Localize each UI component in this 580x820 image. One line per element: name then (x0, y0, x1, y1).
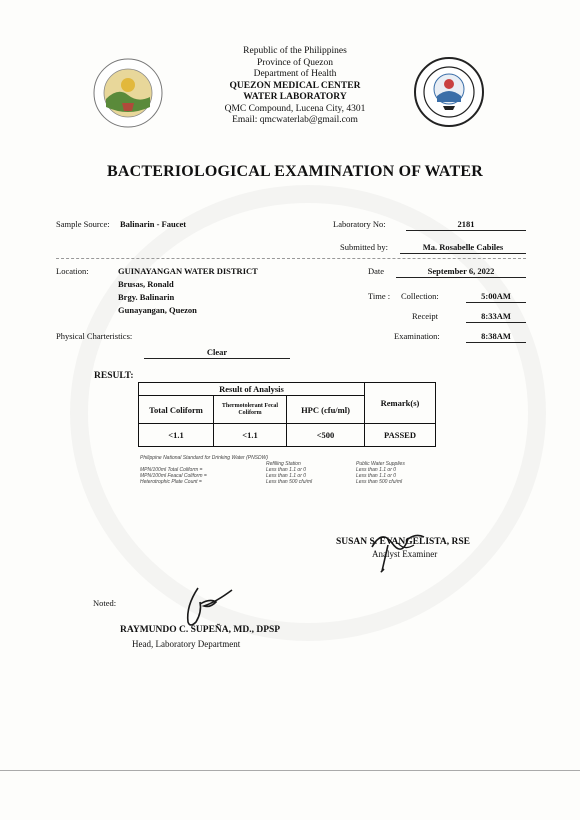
bottom-edge-line (0, 770, 580, 771)
submitted-underline (400, 253, 526, 254)
cell-fecal-coliform: <1.1 (214, 424, 287, 447)
receipt-time: 8:33AM (481, 311, 511, 321)
hospital-seal-icon (92, 57, 164, 129)
note-right-3: Less than 500 cfu/ml (356, 479, 403, 485)
col-fecal-coliform-header: Thermotolerant Fecal Coliform (214, 396, 287, 424)
receipt-label: Receipt (412, 311, 438, 321)
location-line-2: Brusas, Ronald (118, 279, 174, 289)
notes-left (140, 467, 260, 485)
collection-underline (466, 302, 526, 303)
physical-value: Clear (206, 347, 228, 357)
location-label: Location: (56, 266, 89, 276)
examination-underline (466, 342, 526, 343)
note-middle-title: Refilling Station (266, 461, 301, 467)
lab-no-value: 2181 (457, 219, 475, 229)
date-label: Date (368, 266, 385, 276)
collection-time: 5:00AM (481, 291, 511, 301)
head-name: RAYMUNDO C. SUPEÑA, MD., DPSP (120, 625, 281, 635)
note-left-1: MPN/100ml Total Coliform = (140, 467, 203, 473)
cell-hpc: <500 (287, 424, 365, 447)
location-line-4: Gunayangan, Quezon (118, 305, 197, 315)
header-province: Province of Quezon (257, 57, 333, 68)
notes-right (356, 461, 446, 485)
header-org: QUEZON MEDICAL CENTER (229, 80, 361, 91)
time-label: Time : (368, 291, 391, 301)
note-middle-1: Less than 1.1 or 0 (266, 467, 307, 473)
note-left-2: MPN/100ml Feacal Coliform = (140, 473, 207, 479)
note-right-2: Less than 1.1 or 0 (356, 473, 397, 479)
submitted-value: Ma. Rosabelle Cabiles (422, 242, 504, 252)
analyst-name: SUSAN S. EVANGELISTA, RSE (336, 537, 471, 547)
physical-label: Physical Charteristics: (56, 331, 133, 341)
sample-source-label: Sample Source: (56, 219, 110, 229)
note-right-1: Less than 1.1 or 0 (356, 467, 397, 473)
note-right-title: Public Water Supplies (356, 461, 405, 467)
header-email: Email: qmcwaterlab@gmail.com (232, 115, 358, 125)
province-seal-icon (413, 56, 485, 128)
result-group-header: Result of Analysis (139, 383, 365, 396)
lab-no-underline (406, 230, 526, 231)
col-remarks-header: Remark(s) (365, 383, 436, 424)
date-underline (396, 277, 526, 278)
analyst-role: Analyst Examiner (372, 549, 438, 559)
submitted-label: Submitted by: (340, 242, 388, 252)
noted-label: Noted: (93, 598, 117, 608)
collection-label: Collection: (401, 291, 439, 301)
header-department: Department of Health (253, 69, 337, 79)
result-table (138, 382, 436, 447)
cell-remarks: PASSED (365, 424, 436, 447)
note-middle-2: Less than 1.1 or 0 (266, 473, 307, 479)
examination-time: 8:38AM (481, 331, 511, 341)
header-lab: WATER LABORATORY (243, 92, 347, 102)
sample-source-value: Balinarin - Faucet (120, 219, 187, 229)
letterhead (180, 46, 410, 127)
location-line-1: GUINAYANGAN WATER DISTRICT (118, 266, 258, 276)
separator-line (56, 258, 526, 259)
col-total-coliform-header: Total Coliform (139, 396, 214, 424)
lab-no-label: Laboratory No: (333, 219, 386, 229)
col-hpc-header: HPC (cfu/ml) (287, 396, 365, 424)
header-address: QMC Compound, Lucena City, 4301 (224, 103, 366, 114)
standard-note: Philippine National Standard for Drinking Water (PNSDW) (140, 455, 269, 461)
notes-middle (266, 461, 346, 485)
physical-underline (144, 358, 290, 359)
examination-label: Examination: (394, 331, 440, 341)
cell-total-coliform: <1.1 (139, 424, 214, 447)
table-row (139, 424, 436, 447)
date-value: September 6, 2022 (427, 266, 495, 276)
result-label: RESULT: (94, 371, 134, 381)
location-line-3: Brgy. Balinarin (118, 292, 175, 302)
document-title: BACTERIOLOGICAL EXAMINATION OF WATER (107, 163, 483, 180)
head-role: Head, Laboratory Department (132, 639, 241, 649)
receipt-underline (466, 322, 526, 323)
header-republic: Republic of the Philippines (243, 46, 347, 56)
note-left-3: Heterotrophic Plate Count = (140, 479, 202, 485)
note-middle-3: Less than 500 cfu/ml (266, 479, 313, 485)
